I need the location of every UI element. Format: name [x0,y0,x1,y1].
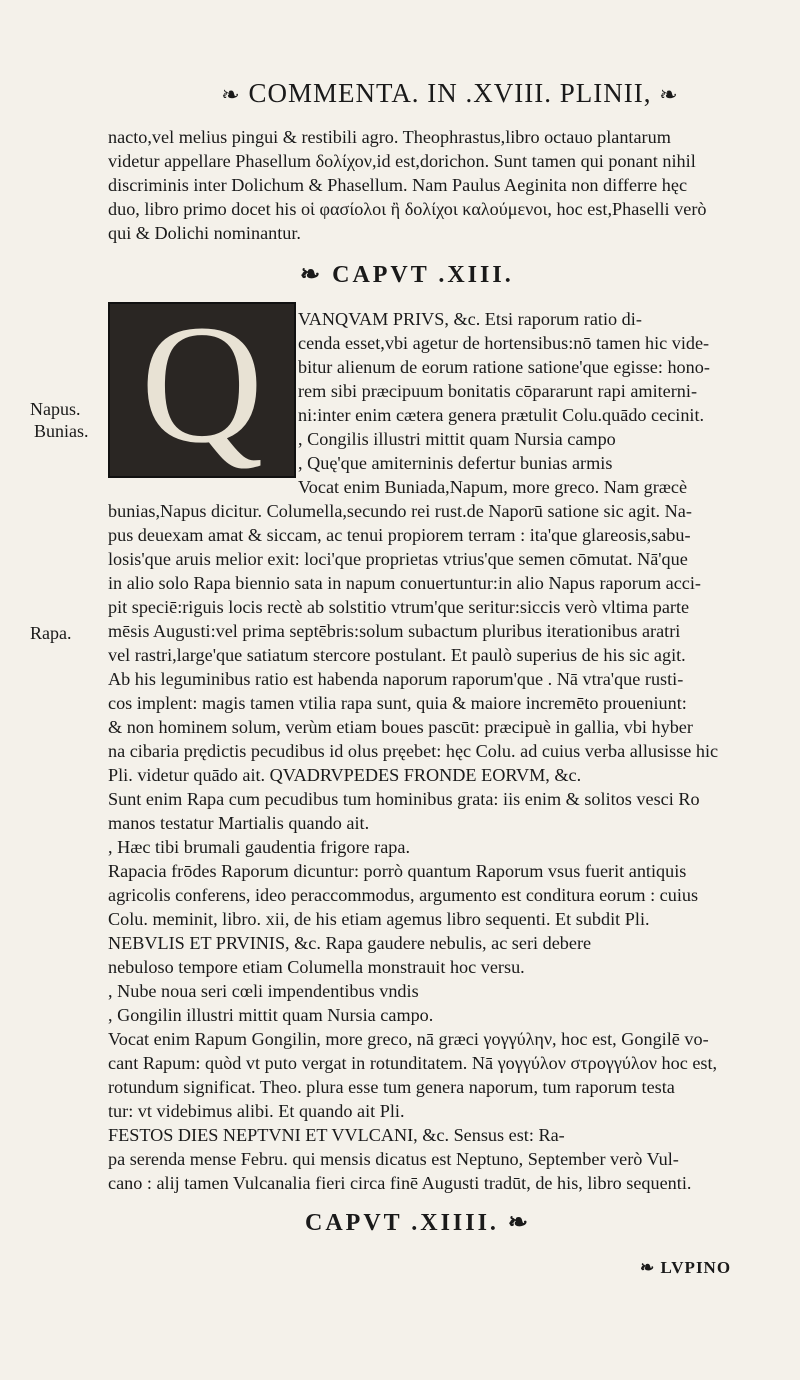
text-line: in alio solo Rapa biennio sata in napum conuertuntur:in alio Napus raporum acci- [108,573,701,593]
text-line: bitur alienum de eorum ratione satione'que egisse: hono- [298,357,710,377]
text-line: nacto,vel melius pingui & restibili agro. Theophrastus,libro octauo plantarum [108,127,671,147]
margin-note-rapa: Rapa. [30,623,72,643]
text-line: na cibaria prędictis pecudibus id olus pręebet: hęc Colu. ad cuius verba allusisse hic [108,741,719,761]
text-line: videtur appellare Phasellum δολίχον,id est,dorichon. Sunt tamen qui ponant nihil [108,151,696,171]
fleuron-icon: ❧ [300,262,324,288]
text-line: Vocat enim Rapum Gongilin, more greco, nā græci γογγύλην, hoc est, Gongilē vo- [108,1029,709,1049]
text-line: duo, libro primo docet his οἱ φασίολοι ἢ δολίχοι καλούμενοι, hoc est,Phaselli verò [108,199,707,219]
initial-letter: Q [140,290,264,478]
text-line: , Hæc tibi brumali gaudentia frigore rapa. [108,837,411,857]
text-line: cos implent: magis tamen vtilia rapa sunt, quia & maiore incremēto proueniunt: [108,693,687,713]
text-line: Ab his leguminibus ratio est habenda naporum raporum'que . Nā vtra'que rusti- [108,669,684,689]
text-line: discriminis inter Dolichum & Phasellum. Nam Paulus Aeginita non differre hęc [108,175,688,195]
text-line: cano : alij tamen Vulcanalia fieri circa finē Augusti tradūt, de his, libro sequenti. [108,1173,692,1193]
header-title: COMMENTA. IN .XVIII. PLINII, [248,78,652,108]
chapter-heading: ❧ CAPVT .XIII. [300,262,514,288]
text-line: rotundum significat. Theo. plura esse tum genera naporum, tum raporum testa [108,1077,675,1097]
text-line: cenda esset,vbi agetur de hortensibus:nō tamen hic vide- [298,333,710,353]
fleuron-icon: ❧ [640,1258,656,1277]
text-line: , Quę'que amiterninis defertur bunias armis [298,453,613,473]
text-line: , Gongilin illustri mittit quam Nursia campo. [108,1005,434,1025]
text-line: pit speciē:riguis locis rectè ab solstitio vtrum'que seritur:siccis verò vltima parte [108,597,690,617]
text-line: Pli. videtur quādo ait. QVADRVPEDES FRONDE EORVM, &c. [108,765,582,785]
text-line: mēsis Augusti:vel prima septēbris:solum subactum pluribus iterationibus aratri [108,621,681,641]
fleuron-icon: ❧ [659,82,679,107]
text-line: , Nube noua seri cœli impendentibus vndis [108,981,419,1001]
decorated-initial [108,290,296,478]
text-line: nebuloso tempore etiam Columella monstrauit hoc versu. [108,957,525,977]
text-line: rem sibi præcipuum bonitatis cōpararunt rapi amiterni- [298,381,698,401]
text-line: bunias,Napus dicitur. Columella,secundo rei rust.de Naporū satione sic agit. Na- [108,501,692,521]
text-line: Vocat enim Buniada,Napum, more greco. Nam græcè [298,477,688,497]
text-line: Colu. meminit, libro. xii, de his etiam agemus libro sequenti. Et subdit Pli. [108,909,650,929]
text-line: qui & Dolichi nominantur. [108,223,301,243]
text-line: tur: vt videbimus alibi. Et quando ait Pli. [108,1101,405,1121]
chapter-heading-next: CAPVT .XIIII. ❧ [305,1210,532,1236]
text-line: & non hominem solum, verùm etiam boues pascūt: præcipuè in gallia, vbi hyber [108,717,693,737]
text-line: Sunt enim Rapa cum pecudibus tum hominibus grata: iis enim & solitos vesci Ro [108,789,700,809]
text-line: pus deuexam amat & siccam, ac tenui propiorem terram : ita'que glareosis,sabu- [108,525,691,545]
text-line: VANQVAM PRIVS, &c. Etsi raporum ratio di- [298,309,642,329]
text-line: manos testatur Martialis quando ait. [108,813,370,833]
text-line: cant Rapum: quòd vt puto vergat in rotunditatem. Nā γογγύλον στρογγύλον hoc est, [108,1053,718,1073]
margin-note-bunias: Bunias. [34,421,89,441]
text-line: vel rastri,large'que satiatum stercore postulant. Et paulò superius de his sic agit. [108,645,686,665]
text-line: Rapacia frōdes Raporum dicuntur: porrò quantum Raporum vsus fuerit antiquis [108,861,687,881]
text-line: pa serenda mense Febru. qui mensis dicatus est Neptuno, September verò Vul- [108,1149,679,1169]
catchword: ❧ LVPINO [640,1258,732,1277]
text-line: losis'que aruis melior exit: loci'que proprietas vtrius'que semen cōmutat. Nā'que [108,549,688,569]
text-line: agricolis conferens, ideo peraccommodus, argumento est conditura eorum : cuius [108,885,699,905]
text-line: , Congilis illustri mittit quam Nursia campo [298,429,616,449]
text-line: FESTOS DIES NEPTVNI ET VVLCANI, &c. Sensus est: Ra- [108,1125,565,1145]
running-header [130,78,770,109]
margin-note-napus: Napus. [30,399,81,419]
fleuron-icon: ❧ [221,82,241,107]
text-line: ni:inter enim cætera genera prætulit Colu.quādo cecinit. [298,405,705,425]
text-line: NEBVLIS ET PRVINIS, &c. Rapa gaudere nebulis, ac seri debere [108,933,592,953]
fleuron-icon: ❧ [507,1210,532,1236]
